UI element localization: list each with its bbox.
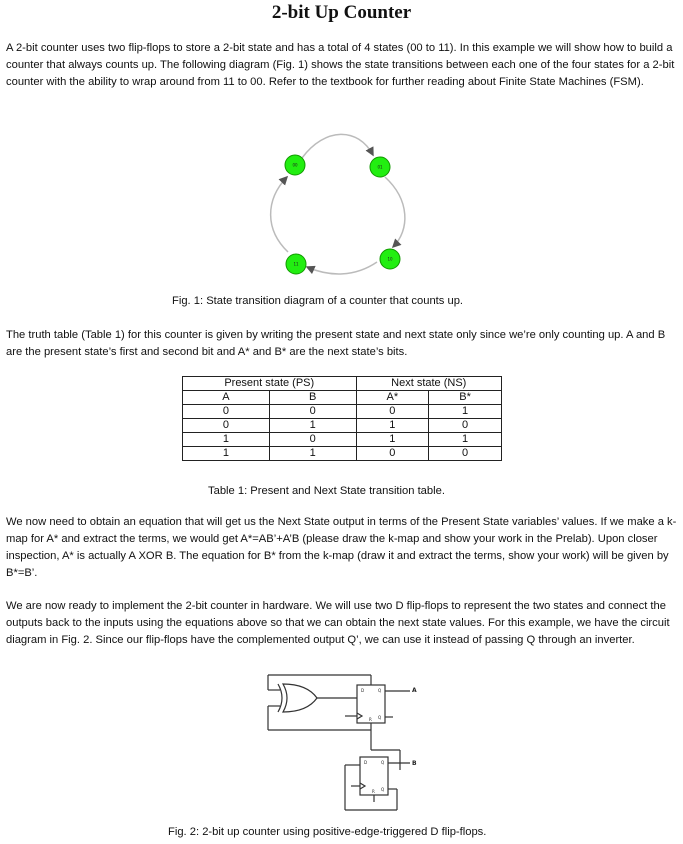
group-header-present: Present state (PS) xyxy=(183,377,357,391)
col-header: A xyxy=(183,391,270,405)
intro-paragraph: A 2-bit counter uses two flip-flops to store a 2-bit state and has a total of 4 states (00 to 11). In this example we will show how to build a counter that always counts up. The following diagram (Fig. 1) shows the state transitions between each one of the four states for a 2-bit counter with the ability to wrap around from 11 to 00. Refer to the textbook for further reading about Finite State Machines (FSM). xyxy=(6,42,675,88)
col-header: B xyxy=(269,391,356,405)
output-label-b: B xyxy=(412,760,417,767)
svg-text:Q: Q xyxy=(381,787,385,792)
table-row xyxy=(183,419,502,433)
table-caption: Table 1: Present and Next State transition table. xyxy=(208,485,445,497)
table-cell: 1 xyxy=(429,405,502,419)
table-cell: 0 xyxy=(269,433,356,447)
state-node-00 xyxy=(285,155,305,175)
state-diagram xyxy=(250,125,440,285)
xor-gate xyxy=(283,684,317,712)
col-header: B* xyxy=(429,391,502,405)
state-node-11 xyxy=(286,254,306,274)
state-node-10 xyxy=(380,249,400,269)
circuit-diagram xyxy=(265,670,425,820)
table-cell: 1 xyxy=(429,433,502,447)
svg-text:10: 10 xyxy=(387,256,393,262)
page-title: 2-bit Up Counter xyxy=(271,2,412,23)
table-cell: 1 xyxy=(183,433,270,447)
svg-text:Q: Q xyxy=(381,760,385,765)
table-cell: 0 xyxy=(356,447,429,461)
table-cell: 0 xyxy=(269,405,356,419)
table-cell: 1 xyxy=(269,447,356,461)
svg-text:R: R xyxy=(372,789,375,794)
svg-text:Q: Q xyxy=(378,688,382,693)
table-cell: 1 xyxy=(356,419,429,433)
table-cell: 1 xyxy=(356,433,429,447)
transition-11-00 xyxy=(271,177,288,252)
svg-text:01: 01 xyxy=(377,164,383,170)
truth-table-paragraph: The truth table (Table 1) for this counter is given by writing the present state and next state only since we’re only counting up. A and B are the present state’s first and second bit and A* and B* are the next state’s bits. xyxy=(6,329,666,358)
table-cell: 0 xyxy=(429,419,502,433)
state-node-01 xyxy=(370,157,390,177)
table-row xyxy=(183,433,502,447)
svg-text:D: D xyxy=(364,760,368,765)
transition-10-11 xyxy=(307,262,377,274)
truth-table xyxy=(182,376,502,461)
output-label-a: A xyxy=(412,687,417,694)
svg-text:Q: Q xyxy=(378,715,382,720)
table-row xyxy=(183,405,502,419)
fig2-caption: Fig. 2: 2-bit up counter using positive-edge-triggered D flip-flops. xyxy=(168,826,487,838)
col-header: A* xyxy=(356,391,429,405)
table-cell: 0 xyxy=(429,447,502,461)
transition-00-01 xyxy=(302,134,373,158)
hardware-paragraph: We are now ready to implement the 2-bit counter in hardware. We will use two D flip-flops to represent the two states and connect the outputs back to the inputs using the equations above so that we can obtain the next state values. For this example, we have the circuit diagram in Fig. 2. Since our flip-flops have the complemented output Q’, we can use it instead of passing Q through an inverter. xyxy=(6,600,670,646)
table-cell: 1 xyxy=(269,419,356,433)
table-row xyxy=(183,447,502,461)
svg-text:00: 00 xyxy=(292,162,298,168)
svg-text:11: 11 xyxy=(293,261,299,267)
table-cell: 0 xyxy=(183,419,270,433)
table-cell: 0 xyxy=(356,405,429,419)
group-header-next: Next state (NS) xyxy=(356,377,502,391)
table-cell: 1 xyxy=(183,447,270,461)
svg-text:R: R xyxy=(369,717,372,722)
svg-text:D: D xyxy=(361,688,365,693)
kmap-paragraph: We now need to obtain an equation that will get us the Next State output in terms of the Present State variables’ values. If we make a k-map for A* and extract the terms, we would get A*=AB’+A’B (please draw the k-map and show your work in the Prelab). Upon closer inspection, A* is actually A XOR B. The equation for B* from the k-map (draw it and extract the terms, show your work) will be given by B*=B’. xyxy=(6,516,677,579)
fig1-caption: Fig. 1: State transition diagram of a counter that counts up. xyxy=(172,295,464,307)
table-cell: 0 xyxy=(183,405,270,419)
transition-01-10 xyxy=(385,177,405,247)
